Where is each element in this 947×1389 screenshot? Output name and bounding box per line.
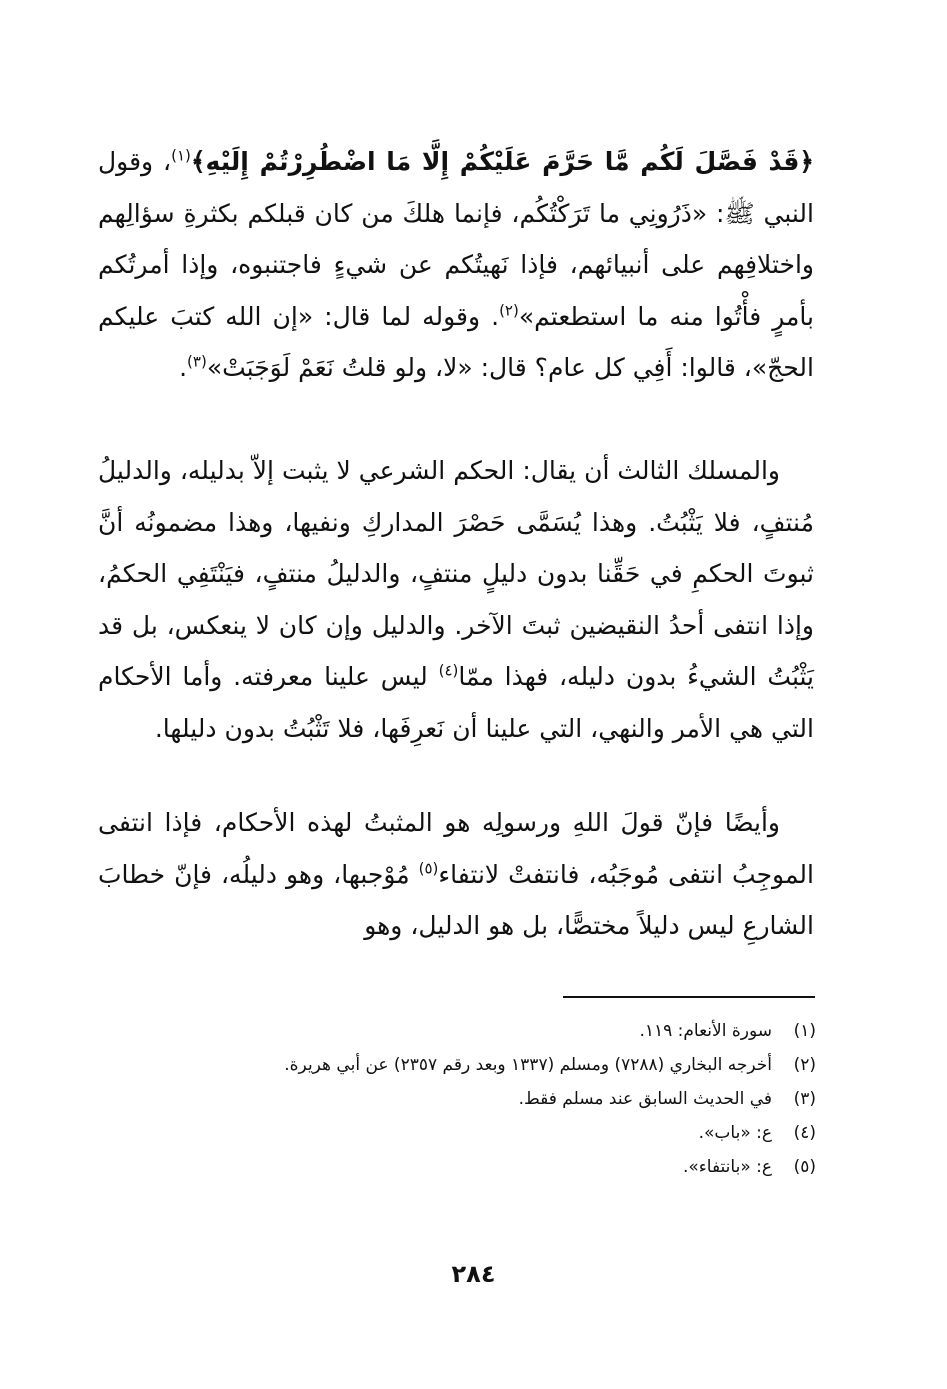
footnote-ref-5: (٥) [418,859,439,878]
paragraph-3-text [98,797,814,952]
paragraph-1-text-c: . [179,353,188,382]
footnote-divider [563,996,815,998]
footnote-item [98,1014,816,1048]
footnote-number: (١) [793,1021,816,1041]
footnote-item [98,1150,816,1184]
paragraph-2 [98,445,814,754]
paragraph-1-text-a: ، وقول النبي ﷺ: «ذَرُونِي ما تَرَكْتُكُم، فإنما هلكَ من كان قبلكم بكثرةِ سؤالِهم واختلافِهم على أنبيائهم، فإذا نَهيتُكم عن شيءٍ فاجتنبوه، وإذا أمرتُكم بأمرٍ فأْتُوا منه ما استطعتم» [98,147,814,331]
footnote-text: ع: «باب». [698,1123,772,1143]
footnote-number: (٤) [793,1123,816,1143]
paragraph-3-text-b: مُوْجبها، وهو دليلُه، فإنّ خطابَ الشارعِ ليس دليلاً مختصًّا، بل هو الدليل، وهو [98,859,814,940]
page-number: ٢٨٤ [451,1260,496,1288]
footnote-ref-3: (٣) [187,352,207,371]
quran-verse: ﴿قَدْ فَصَّلَ لَكُم مَّا حَرَّمَ عَلَيْكُمْ إِلَّا مَا اضْطُرِرْتُمْ إِلَيْهِ﴾ [190,147,814,176]
footnote-item [98,1048,816,1082]
paragraph-3-text-a: وأيضًا فإنّ قولَ اللهِ ورسولِه هو المثبتُ لهذه الأحكام، فإذا انتفى الموجِبُ انتفى مُوجَبُه، فانتفتْ لانتفاء [98,808,814,889]
footnote-ref-2: (٢) [499,301,519,320]
footnote-item [98,1082,816,1116]
paragraph-1-text [98,136,814,394]
footnote-ref-4: (٤) [438,661,459,680]
footnote-number: (٥) [793,1157,816,1177]
paragraph-1-text-b: . وقوله لما قال: «إن الله كتبَ عليكم الحجّ»، قالوا: أَفِي كل عام؟ قال: «لا، ولو قلتُ نَعَمْ لَوَجَبَتْ» [98,301,814,382]
paragraph-2-text-a: والمسلك الثالث أن يقال: الحكم الشرعي لا يثبت إلاّ بدليله، والدليلُ مُنتفٍ، فلا يَثْبُتُ. وهذا يُسَمَّى حَصْرَ المداركِ ونفيها، وهذا مضمونُه أنَّ ثبوتَ الحكمِ في حَقِّنا بدون دليلٍ منتفٍ، والدليلُ منتفٍ، فيَنْتَفِي الحكمُ، وإذا انتفى أحدُ النقيضين ثبتَ الآخر. والدليل وإن كان لا ينعكس، بل قد يَثْبُتُ الشيءُ بدون دليله، فهذا ممّا [98,456,814,691]
footnote-number: (٣) [793,1089,816,1109]
footnotes [98,1014,816,1184]
paragraph-2-text-b: ليس علينا معرفته. وأما الأحكام التي هي الأمر والنهي، التي علينا أن نَعرِفَها، فلا تَثْبُتُ بدون دليلها. [98,662,814,743]
footnote-number: (٢) [793,1055,816,1075]
footnote-item [98,1116,816,1150]
paragraph-1 [98,136,814,394]
footnote-ref-1: (١) [171,146,191,165]
footnote-text: ع: «بانتفاء». [682,1157,772,1177]
paragraph-3 [98,797,814,952]
paragraph-2-text [98,445,814,754]
footnote-text: في الحديث السابق عند مسلم فقط. [518,1089,772,1109]
footnote-text: أخرجه البخاري (٧٢٨٨) ومسلم (١٣٣٧ وبعد رقم ٢٣٥٧) عن أبي هريرة. [284,1055,772,1075]
footnote-text: سورة الأنعام: ١١٩. [639,1021,772,1041]
